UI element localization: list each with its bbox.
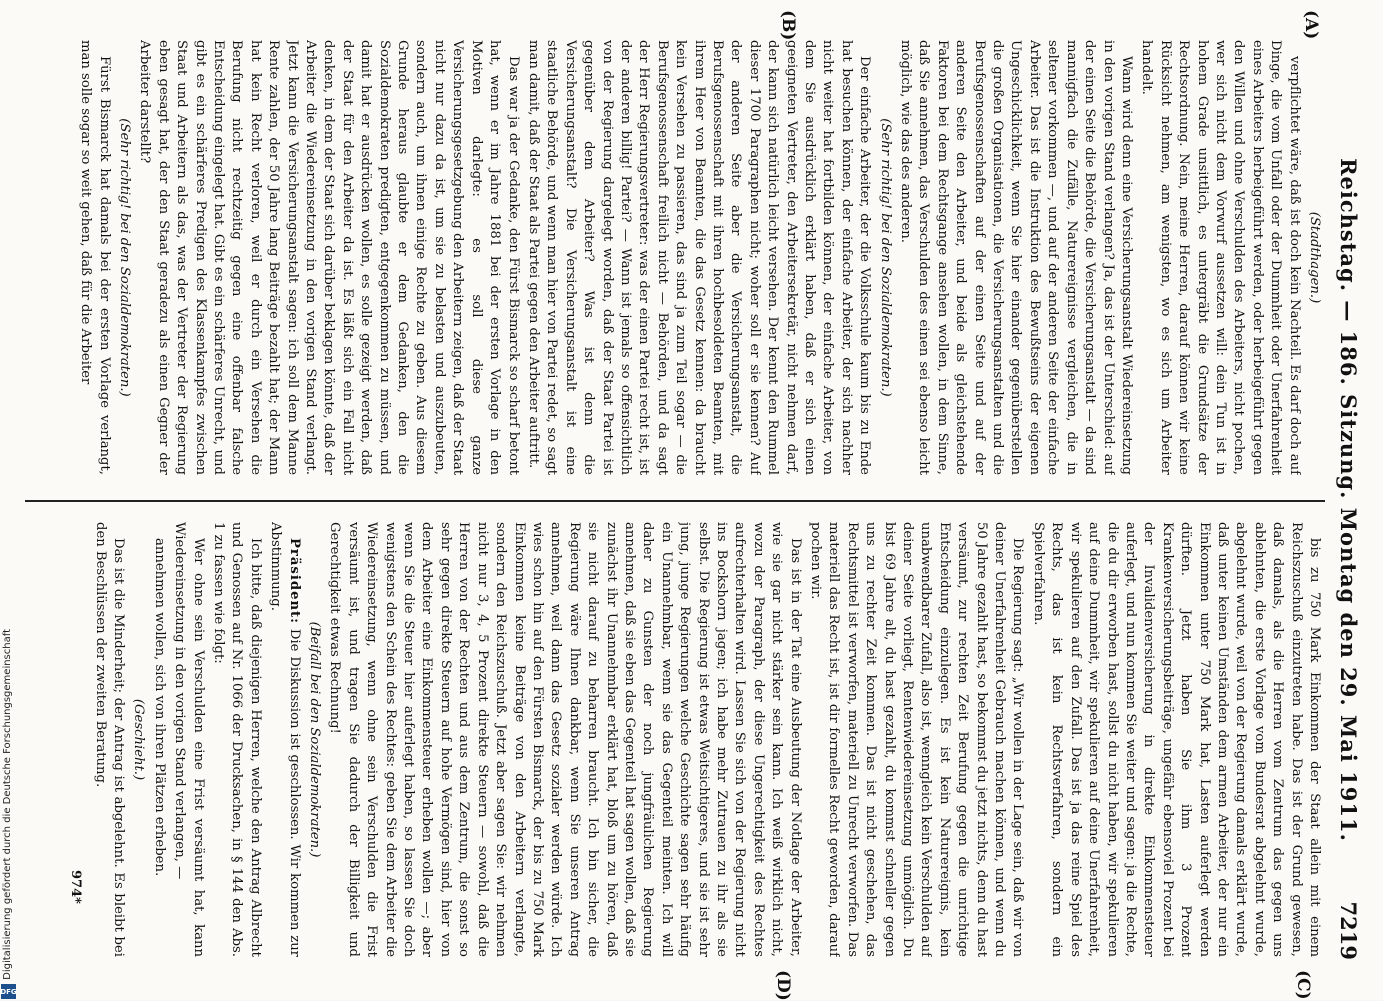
paragraph: Der einfache Arbeiter, der die Volksschule kaum bis zu Ende hat besuchen können, der einfache Arbeiter, der sich nachher nicht weiter hat fortbilden können, der einfache Arbeiter, von dem Sie ausdrücklich erklärt haben, daß er sich einen geeigneten Vertreter, den Arbeitersekretär, nicht nehmen darf, der kann sich natürlich leicht versehen. Der kennt den Rummel dieser 1700 Paragraphen nicht; woher soll er sie kennen? Auf der anderen Seite aber die Versicherungsanstalt, die Berufsgenossenschaft mit ihren hochbesoldeten Beamten, mit ihrem Heer von Beamten, die das Gesetz kennen: da braucht kein Versehen zu passieren, das sind ja zum Teil sogar — die Berufsgenossenschaft freilich nicht — Behörden, und da sagt der Herr Regierungsvertreter: was der einen Partei recht ist, ist der anderen billig! Partei? — Wann ist jemals so offensichtlich von der Regierung dargelegt worden, daß der Staat Partei ist gegenüber dem Arbeiter? Was ist denn die Versicherungsanstalt? Die Versicherungsanstalt ist eine staatliche Behörde, und wenn man hier von Partei redet, so sagt man damit, daß der Staat als Partei gegen den Arbeiter auftritt. — [525, 40, 873, 475]
paragraph: Wer ohne sein Verschulden eine Frist versäumt hat, kann Wiedereinsetzung in den vorigen Stand verlangen, — — [172, 522, 206, 957]
paragraph: Fürst Bismarck hat damals bei der ersten Vorlage verlangt, man solle sogar so weit gehen, daß für die Arbeiter — [78, 40, 112, 475]
paragraph: Die Regierung sagt: „Wir wollen in der Lage sein, daß wir von deiner Unerfahrenheit Gebrauch machen können, und wenn du 50 Jahre gezahlt hast, so bekommst du jetzt nichts, denn du hast versäumt, zur rechten Zeit Berufung gegen die unrichtige Entscheidung einzulegen. Es ist kein Naturereignis, kein unabwendbarer Zufall, also ist, wenngleich kein Verschulden auf deiner Seite vorliegt, Rentenwiedereinsetzung unmöglich. Du bist 69 Jahre alt, du hast gezahlt, du kommst schneller gegen uns zu rechter Zeit kommen. Das ist nicht geschehen, das Rechtsmittel ist verworfen, materiell zu Unrecht verworfen. Das materiell das Recht ist, ist dir formelles Recht geworden, darauf pochen wir. — [808, 522, 1026, 957]
speaker-name: Präsident: — [286, 538, 302, 625]
speaker-text: Die Diskussion ist geschlossen. Wir kommen zur Abstimmung. — [268, 522, 302, 957]
stage-direction: (Sehr richtig! bei den Sozialdemokraten.) — [117, 118, 132, 397]
paragraph: Das ist die Minderheit; der Antrag ist abgelehnt. Es bleibt bei den Beschlüssen der zweiten Beratung. — [92, 522, 126, 957]
left-column — [30, 40, 1323, 475]
sheet-signature: 974* — [68, 870, 83, 904]
right-column — [30, 522, 1323, 957]
stage-direction: (Beifall bei den Sozialdemokraten.) — [307, 621, 323, 858]
stage-direction: (Stadthagen.) — [1307, 211, 1322, 304]
digitization-strip — [0, 0, 18, 1000]
dfg-logo: DFG — [1, 984, 16, 999]
page-header — [1329, 40, 1369, 960]
digitization-credit: Digitalisierung gefördert durch die Deutsche Forschungsgemeinschaft — [2, 629, 13, 980]
stage-direction: (Sehr richtig! bei den Sozialdemokraten.) — [877, 118, 893, 397]
margin-marker-c: (C) — [1293, 970, 1313, 1000]
paragraph: annehmen wollen, sich von ihren Plätzen erheben. — [151, 538, 167, 877]
stage-direction: (Geschieht.) — [131, 698, 147, 781]
speaker-paragraph — [266, 522, 303, 957]
paragraph: Das war ja der Gedanke, den Fürst Bismarck so scharf betont hat, wenn er im Jahre 1881 bei der ersten Vorlage in den Motiven darlegte: es soll diese ganze Versicherungsgesetzgebung den Arbeitern zeigen, daß der Staat nicht nur dazu da ist, um sie zu belasten und auszubeuten, sondern auch, um ihnen einige Rechte zu geben. Aus diesem Grunde heraus glaubte er dem Gedanken, den die Sozialdemokraten predigten, entgegenkommen zu müssen, und damit hat er ausdrücken wollen, es solle gezeigt werden, daß der Staat für den Arbeiter da ist. Es läßt sich ein Fall nicht denken, in dem der Staat sich darüber beklagen könnte, daß der Arbeiter die Wiedereinsetzung in den vorigen Stand verlangt. Jetzt kann die Versicherungsanstalt sagen: ich soll dem Manne Rente zahlen, der 50 Jahre lang Beiträge bezahlt hat; der Mann hat kein Recht verloren, weil er durch ein Versehen die Berufung nicht rechtzeitig gegen eine offenbar falsche Entscheidung eingelegt hat. Gibt es ein schärferes Unrecht, und gibt es ein schärferes Predigen des Klassenkampfes zwischen Staat und Arbeitern als das, was der Vertreter der Regierung eben gesagt hat, der den Staat geradezu als einen Gegner der Arbeiter darstellt? — [137, 40, 521, 475]
margin-marker-b: (B) — [778, 10, 798, 41]
paragraph: verpflichtet wäre, daß ist doch kein Nachteil. Es darf doch auf Dinge, die vom Unfall oder der Dummheit oder Unerfahrenheit eines Arbeiters herbeigeführt werden, oder herbeigeführt gegen den Willen und ohne Verschulden des Arbeiters, nicht pochen, wer sich nicht dem Vorwurf aussetzen will: dein Tun ist in hohem Grade unsittlich, es untergräbt die Grundsätze der Rechtsordnung. Nein, meine Herren, darauf können wir keine Rücksicht nehmen, am wenigsten, wo es sich um Arbeiter handelt. — [1139, 40, 1302, 475]
paragraph: bis zu 750 Mark Einkommen der Staat allein mit einem Reichszuschuß einzutreten habe. Das ist der Grund gewesen, daß damals, als die Herren vom Zentrum das gegen uns ablehnten, die erste Vorlage vom Bundesrat abgelehnt wurde, abgelehnt wurde, weil von der Regierung damals erklärt wurde, daß unter keinen Umständen dem armen Arbeiter, der nur ein Einkommen unter 750 Mark hat, Lasten auferlegt werden dürften. Jetzt haben Sie ihm 3 Prozent Krankenversicherungsbeiträge, ungefähr ebensoviel Prozent bei der Invalidenversicherung in direkte Einkommensteuer auferlegt, und nun kommen Sie weiter und sagen: ja die Rechte, die du dir erworben hast, sollst du nicht haben, wir spekulieren auf deine Dummheit, wir spekulieren auf deine Unerfahrenheit, wir spekulieren auf den Zufall. Das ist ja das reine Spiel des Rechts, das ist kein Rechtsverfahren, sondern ein Spielverfahren. — [1030, 522, 1322, 957]
header-title: Reichstag. — 186. Sitzung. Montag den 29. Mai 1911. — [1336, 158, 1362, 842]
margin-marker-a: (A) — [1301, 10, 1321, 40]
margin-marker-d: (D) — [773, 970, 793, 1001]
paragraph: Ich bitte, daß diejenigen Herren, welche den Antrag Albrecht und Genossen auf Nr. 1066 der Drucksachen, in § 144 den Abs. 1 zu fassen wie folgt: — [211, 522, 263, 957]
paragraph: Das ist in der Tat eine Ausbeutung der Notlage der Arbeiter, wie sie gar nicht stärker sein kann. Ich weiß wirklich nicht, wozu der Paragraph, der diese Ungerechtigkeit des Rechtes aufrechterhalten wird. Lassen Sie sich von der Regierung nicht ins Bockshorn jagen; ich habe mehr Zutrauen zu ihr als sie selbst. Die Regierung ist etwas Weitsichtigeres, und sie ist sehr jung, junge Regierungen welche Geschichte sagen sehr häufig ein Unannehmbar, wenn sie das Gegenteil meinten. Ich will daher zu Gunsten der noch jungfräulichen Regierung annehmen, daß sie eben das Gegenteil hat sagen wollen, daß sie zunächst ihr Unannehmbar erklärt hat, bloß um zu hören, daß sie nicht darauf zu beharren braucht. Ich bin sicher, die Regierung wäre Ihnen dankbar, wenn Sie unseren Antrag annehmen, weil dann das Gesetz sozialer werden würde. Ich wies schon hin auf den Fürsten Bismarck, der bis zu 750 Mark Einkommen keine Beiträge von den Arbeitern verlangte, sondern den Reichszuschuß. Jetzt aber sagen Sie: wir nehmen nicht nur 3, 4, 5 Prozent direkte Steuern — sowohl, daß die Herren von der Rechten und aus dem Zentrum, die sonst so sehr gegen direkte Steuern auf hohe Vermögen sind, hier von dem Arbeiter eine Einkommensteuer erheben wollen —; aber wenn Sie die Steuer hier auferlegt haben, so lassen Sie doch wenigstens den Schein des Rechtes: geben Sie dem Arbeiter die Wiedereinsetzung, wenn ohne sein Verschulden die Frist versäumt ist, und tragen Sie dadurch der Billigkeit und Gerechtigkeit etwas Rechnung! — [327, 522, 803, 957]
paragraph: Wann wird denn eine Versicherungsanstalt Wiedereinsetzung in den vorigen Stand verlangen? Ja, das ist der Unterschied: auf der einen Seite die Behörde, die Versicherungsanstalt — da sind mannigfach die Zufälle, Naturereignisse vergleichen, die in seltener vorkommen —, und auf der anderen Seite der einfache Arbeiter. Das ist die Instruktion des Bewußtseins der eigenen Ungeschicklichkeit, wenn Sie hier einander gegenüberstellen die großen Organisationen, die Versicherungsanstalten und die Berufsgenossenschaften auf der einen Seite und auf der anderen Seite den Arbeiter, und beide als gleichstehende Faktoren bei dem Rechtsgange ansehen wollen, in dem Sinne, daß Sie annehmen, das Verschulden des einen sei ebenso leicht möglich, wie das des anderen. — [898, 40, 1134, 475]
column-divider — [25, 500, 1325, 502]
page-number: 7219 — [1336, 901, 1362, 960]
